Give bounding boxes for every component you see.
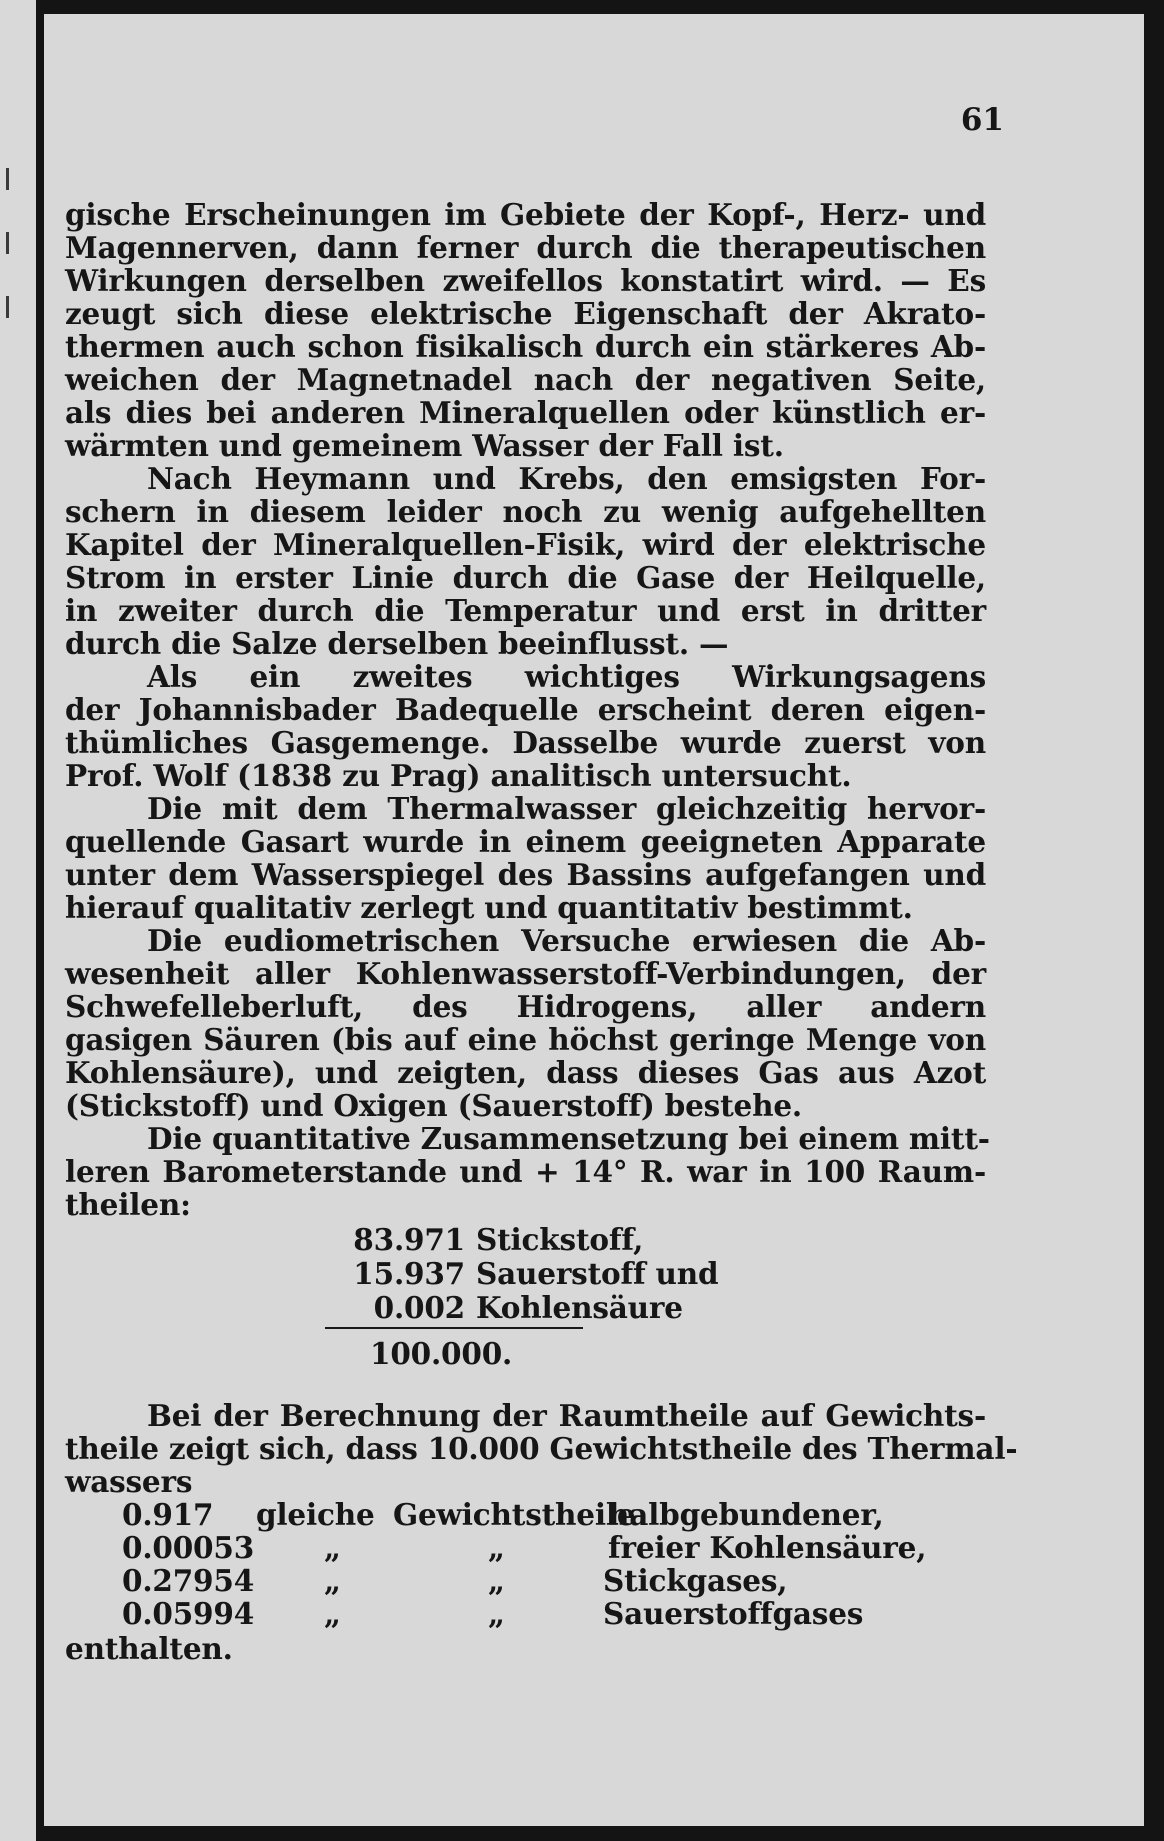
- composition-name: Stickstoff,: [476, 1222, 644, 1257]
- ditto-mark: „: [324, 1530, 341, 1565]
- text-line: Die mit dem Thermalwasser gleichzeitig hervor-: [147, 791, 986, 826]
- paragraph: [65, 198, 986, 462]
- ditto-mark: „: [488, 1530, 505, 1565]
- composition-total: 100.000.: [370, 1336, 513, 1371]
- text-line: Magennerven, dann ferner durch die therapeutischen: [65, 230, 986, 265]
- table-value: 0.05994: [122, 1596, 255, 1631]
- composition-value: 0.002: [373, 1290, 465, 1325]
- text-line: theile zeigt sich, dass 10.000 Gewichtstheile des Thermal-: [65, 1431, 1018, 1466]
- table-value: 0.27954: [122, 1563, 255, 1598]
- sum-rule: [325, 1327, 583, 1329]
- table-row: [65, 1564, 986, 1597]
- paragraph: [65, 924, 986, 1122]
- text-line: der Johannisbader Badequelle erscheint deren eigen-: [65, 692, 986, 727]
- ditto-mark: „: [324, 1596, 341, 1631]
- text-line: unter dem Wasserspiegel des Bassins aufgefangen und: [65, 857, 986, 892]
- previous-page-edge: [0, 0, 36, 1841]
- text-line: quellende Gasart wurde in einem geeigneten Apparate: [65, 824, 986, 859]
- text-line: Prof. Wolf (1838 zu Prag) analitisch untersucht.: [65, 758, 852, 793]
- paragraph: [65, 792, 986, 924]
- table-cell: gleiche: [256, 1497, 375, 1532]
- page-number: 61: [960, 102, 1004, 138]
- text-line: Die quantitative Zusammensetzung bei einem mitt-: [147, 1121, 990, 1156]
- paragraph: [65, 660, 986, 792]
- ditto-mark: „: [488, 1596, 505, 1631]
- body-text: [65, 197, 1018, 1666]
- text-line: durch die Salze derselben beeinflusst. —: [65, 626, 729, 661]
- text-line: als dies bei anderen Mineralquellen oder künstlich er-: [65, 395, 986, 430]
- text-line: thümliches Gasgemenge. Dasselbe wurde zuerst von: [65, 725, 986, 760]
- text-line: Wirkungen derselben zweifellos konstatirt wird. — Es: [65, 263, 986, 298]
- previous-page-mark: [6, 168, 9, 190]
- text-line: gasigen Säuren (bis auf eine höchst geringe Menge von: [65, 1022, 986, 1057]
- text-line: Kohlensäure), und zeigten, dass dieses Gas aus Azot: [65, 1055, 986, 1090]
- table-row: [65, 1597, 986, 1630]
- text-line: Strom in erster Linie durch die Gase der Heilquelle,: [65, 560, 986, 595]
- table-desc: Stickgases,: [603, 1563, 788, 1598]
- table-row: [65, 1498, 986, 1531]
- book-page: [44, 14, 1144, 1826]
- composition-name: Sauerstoff und: [476, 1256, 719, 1291]
- weights-table: [65, 1498, 986, 1632]
- composition-list: [65, 1221, 986, 1391]
- previous-page-mark: [6, 232, 9, 254]
- text-line: hierauf qualitativ zerlegt und quantitativ bestimmt.: [65, 890, 913, 925]
- text-line: wesenheit aller Kohlenwasserstoff-Verbindungen, der: [65, 956, 986, 991]
- text-line: leren Barometerstande und + 14° R. war in 100 Raum-: [65, 1154, 986, 1189]
- text-line: in zweiter durch die Temperatur und erst in dritter: [65, 593, 986, 628]
- text-line: zeugt sich diese elektrische Eigenschaft der Akrato-: [65, 296, 986, 331]
- text-line: Nach Heymann und Krebs, den emsigsten For-: [147, 461, 986, 496]
- text-line: Schwefelleberluft, des Hidrogens, aller andern: [65, 989, 986, 1024]
- text-line: Bei der Berechnung der Raumtheile auf Gewichts-: [147, 1398, 986, 1433]
- text-line: wassers: [65, 1464, 193, 1499]
- paragraph: [65, 1121, 990, 1222]
- table-desc: Sauerstoffgases: [603, 1596, 864, 1631]
- paragraph: [65, 462, 986, 660]
- composition-row: [65, 1223, 986, 1257]
- paragraph: [65, 1398, 1018, 1499]
- text-line: (Stickstoff) und Oxigen (Sauerstoff) bestehe.: [65, 1088, 802, 1123]
- composition-value: 83.971: [353, 1222, 465, 1257]
- table-value: 0.00053: [122, 1530, 255, 1565]
- text-line: weichen der Magnetnadel nach der negativen Seite,: [65, 362, 986, 397]
- text-line: Als ein zweites wichtiges Wirkungsagens: [147, 659, 986, 694]
- text-line: theilen:: [65, 1187, 191, 1222]
- table-desc: halbgebundener,: [608, 1497, 884, 1532]
- text-line: Kapitel der Mineralquellen-Fisik, wird der elektrische: [65, 527, 986, 562]
- table-desc: freier Kohlensäure,: [608, 1530, 927, 1565]
- text-line: thermen auch schon fisikalisch durch ein stärkeres Ab-: [65, 329, 986, 364]
- table-value: 0.917: [122, 1497, 214, 1532]
- table-cell: Gewichtstheile: [393, 1497, 636, 1532]
- table-row: [65, 1531, 986, 1564]
- composition-value: 15.937: [353, 1256, 465, 1291]
- composition-row: [65, 1257, 986, 1291]
- text-line: Die eudiometrischen Versuche erwiesen die Ab-: [147, 923, 986, 958]
- text-line: schern in diesem leider noch zu wenig aufgehellten: [65, 494, 986, 529]
- composition-row: [65, 1291, 986, 1325]
- ditto-mark: „: [488, 1563, 505, 1598]
- closing-line: enthalten.: [65, 1631, 233, 1666]
- text-line: gische Erscheinungen im Gebiete der Kopf-, Herz- und: [65, 197, 986, 232]
- text-line: wärmten und gemeinem Wasser der Fall ist.: [65, 428, 784, 463]
- previous-page-mark: [6, 296, 9, 318]
- ditto-mark: „: [324, 1563, 341, 1598]
- composition-name: Kohlensäure: [476, 1290, 683, 1325]
